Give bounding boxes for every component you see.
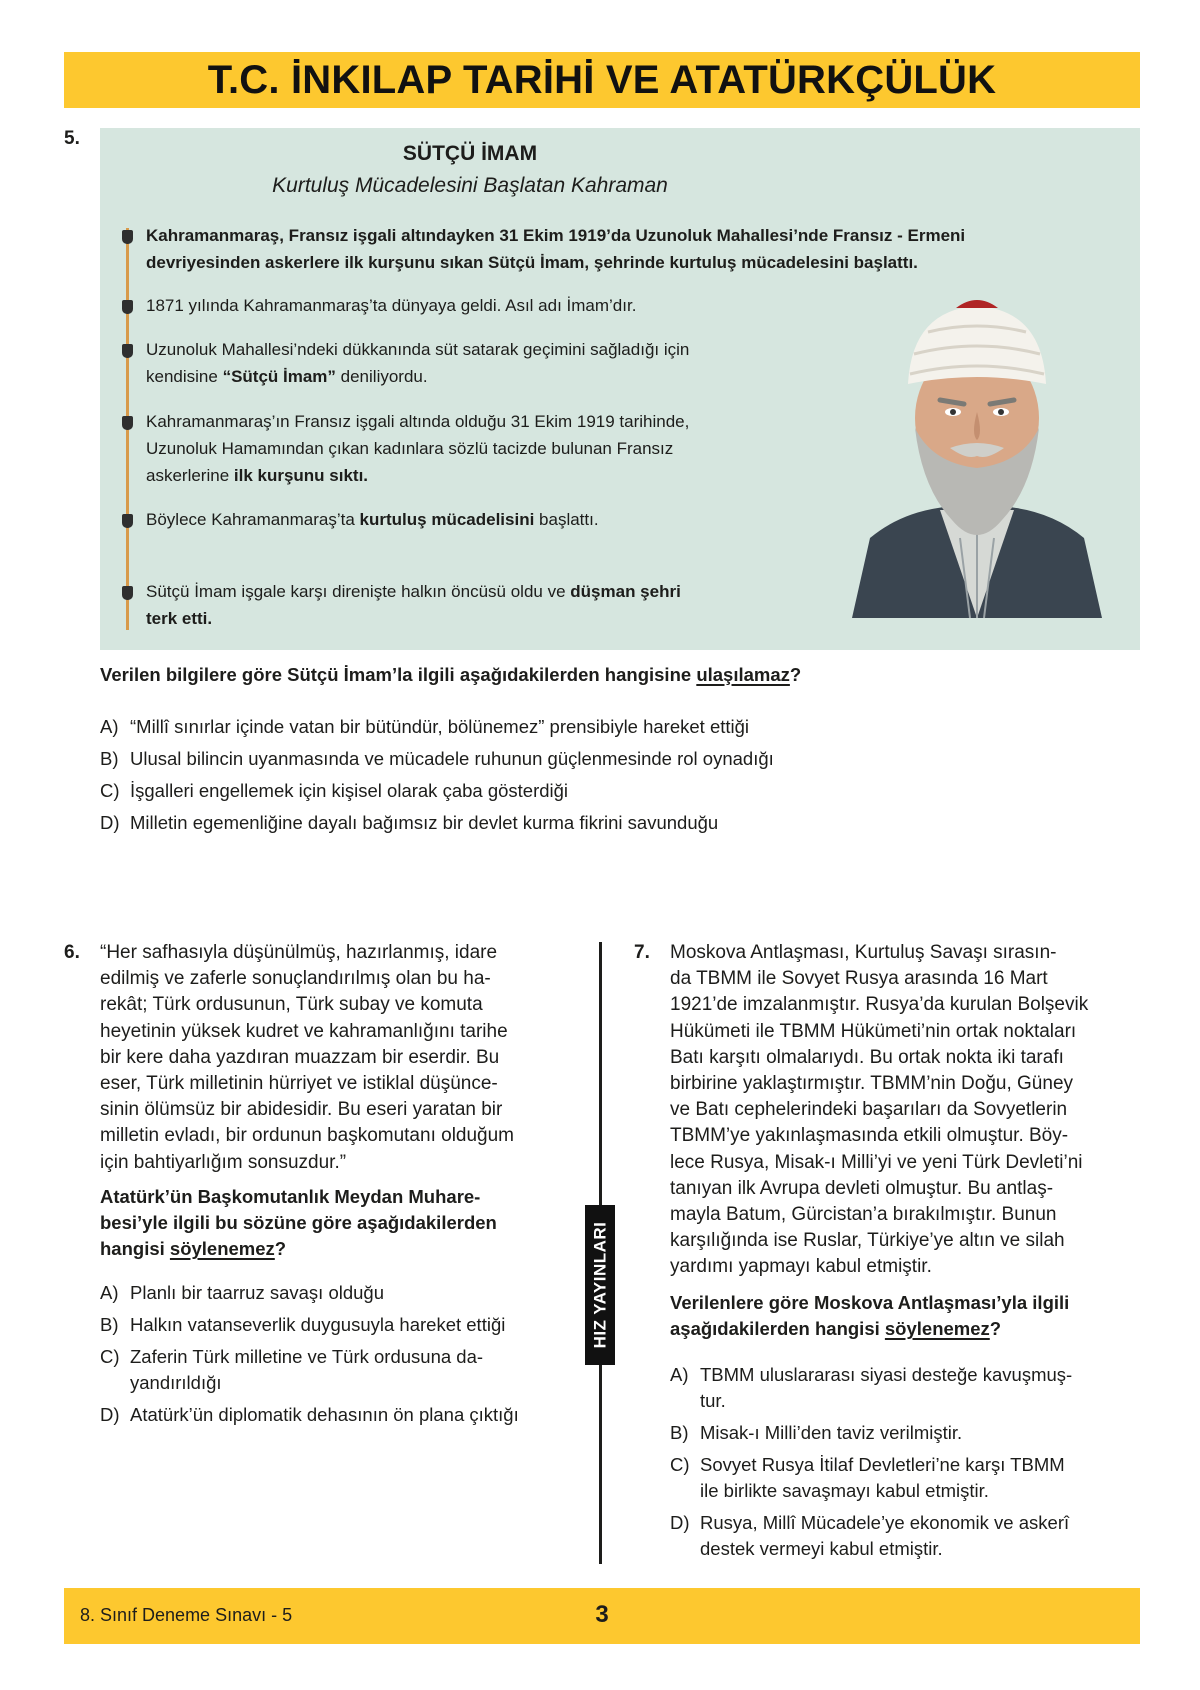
timeline-text: deniliyordu. — [335, 367, 428, 386]
option-letter: A) — [670, 1364, 689, 1385]
publisher-logo — [585, 1205, 615, 1365]
question-6-option-b[interactable] — [100, 1312, 570, 1338]
quote-line: heyetinin yüksek kudret ve kahramanlığını tarihe — [100, 1020, 508, 1042]
option-letter: C) — [670, 1454, 690, 1475]
question-mark: ? — [989, 1318, 1002, 1339]
timeline-item-line — [146, 605, 786, 632]
publisher-logo-text: HIZ YAYINLARI — [590, 1221, 610, 1349]
quote-line: bir kere daha yazdıran muazzam bir eserdir. Bu — [100, 1046, 500, 1068]
option-text-line: Zaferin Türk milletine ve Türk ordusuna da- — [130, 1346, 484, 1367]
question-6-option-c[interactable] — [100, 1344, 570, 1396]
question-6-quote — [100, 940, 570, 1176]
timeline-text: başlattı. — [534, 510, 599, 529]
question-line: Atatürk’ün Başkomutanlık Meydan Muhare- — [100, 1186, 481, 1207]
timeline-item-4 — [146, 408, 786, 489]
timeline-item-5 — [146, 506, 786, 533]
quote-line: rekât; Türk ordusunun, Türk subay ve komuta — [100, 994, 483, 1016]
page-title: T.C. İNKILAP TARİHİ VE ATATÜRKÇÜLÜK — [207, 57, 997, 102]
passage-line: Hükümeti ile TBMM Hükümeti’nin ortak noktaları — [670, 1020, 1077, 1042]
question-underlined-word: ulaşılamaz — [696, 664, 790, 685]
passage-line: Moskova Antlaşması, Kurtuluş Savaşı sırasın- — [670, 942, 1057, 963]
question-7-option-b[interactable] — [670, 1420, 1140, 1446]
passage-line: Batı karşıtı olmalarıydı. Bu ortak nokta iki tarafı — [670, 1046, 1064, 1068]
question-6-stem — [100, 1184, 570, 1262]
question-7-option-a[interactable] — [670, 1362, 1140, 1414]
passage-line: ve Batı cephelerindeki başarıları da Sovyetlerin — [670, 1099, 1068, 1121]
info-box-title: SÜTÇÜ İMAM — [402, 142, 538, 165]
option-letter: D) — [100, 1404, 120, 1425]
option-text: Halkın vatanseverlik duygusuyla hareket ettiği — [130, 1314, 506, 1335]
quote-line: edilmiş ve zaferle sonuçlandırılmış olan bu ha- — [100, 968, 491, 990]
question-mark: ? — [274, 1238, 287, 1259]
question-text: Verilen bilgilere göre Sütçü İmam’la ilgili aşağıdakilerden hangisine — [100, 664, 697, 685]
passage-line: yardımı yapmayı kabul etmiştir. — [670, 1256, 932, 1278]
quote-line: “Her safhasıyla düşünülmüş, hazırlanmış, idare — [100, 942, 498, 963]
question-5-option-c[interactable] — [100, 778, 1000, 804]
timeline-bullet — [122, 344, 133, 358]
quote-line: eser, Türk milletinin hürriyet ve istiklal düşünce- — [100, 1073, 498, 1095]
option-text-line: tur. — [700, 1390, 726, 1411]
question-6-option-d[interactable] — [100, 1402, 570, 1428]
timeline-bold-text: ilk kurşunu sıktı. — [233, 466, 369, 485]
timeline-item-3 — [146, 336, 786, 390]
option-letter: B) — [100, 1314, 119, 1335]
option-text-line: TBMM uluslararası siyasi desteğe kavuşmuş- — [700, 1364, 1073, 1385]
option-letter: D) — [670, 1512, 690, 1533]
timeline-item-line: Uzunoluk Mahallesi’ndeki dükkanında süt satarak geçimini sağladığı için — [146, 340, 690, 359]
option-text: Atatürk’ün diplomatik dehasının ön plana çıktığı — [130, 1404, 519, 1425]
timeline-item-6 — [146, 578, 786, 632]
option-text — [130, 1344, 570, 1396]
question-7-stem — [670, 1290, 1140, 1342]
timeline-bullet — [122, 514, 133, 528]
timeline-text: kendisine — [146, 367, 223, 386]
timeline-item-2: 1871 yılında Kahramanmaraş’ta dünyaya geldi. Asıl adı İmam’dır. — [146, 296, 637, 315]
timeline-bullet — [122, 230, 133, 244]
option-text: İşgalleri engellemek için kişisel olarak çaba gösterdiği — [130, 780, 569, 801]
passage-line: 1921’de imzalanmıştır. Rusya’da kurulan Bolşevik — [670, 994, 1089, 1016]
question-5-option-a[interactable] — [100, 714, 1000, 740]
question-line: besi’yle ilgili bu sözüne göre aşağıdakilerden — [100, 1212, 497, 1233]
timeline-text: Böylece Kahramanmaraş’ta — [146, 510, 360, 529]
option-text — [700, 1510, 1140, 1562]
option-letter: C) — [100, 780, 120, 801]
timeline-bullet — [122, 416, 133, 430]
option-text: Milletin egemenliğine dayalı bağımsız bir devlet kurma fikrini savunduğu — [130, 812, 719, 833]
timeline-item-line: devriyesinden askerlere ilk kurşunu sıkan Sütçü İmam, şehrinde kurtuluş mücadelesini başlattı. — [146, 253, 918, 272]
question-7-passage — [670, 940, 1140, 1281]
page-header — [64, 52, 1140, 108]
option-letter: B) — [670, 1422, 689, 1443]
timeline-bold-text: terk etti. — [146, 609, 213, 628]
info-box-subtitle: Kurtuluş Mücadelesini Başlatan Kahraman — [272, 174, 668, 197]
passage-line: da TBMM ile Sovyet Rusya arasında 16 Mart — [670, 968, 1048, 990]
timeline-item-line: Kahramanmaraş’ın Fransız işgali altında olduğu 31 Ekim 1919 tarihinde, — [146, 412, 690, 431]
question-5-option-d[interactable] — [100, 810, 1000, 836]
question-line — [100, 1236, 570, 1262]
passage-line: karşılığında ise Ruslar, Türkiye’ye altın ve silah — [670, 1230, 1065, 1252]
option-text: Ulusal bilincin uyanmasında ve mücadele ruhunun güçlenmesinde rol oynadığı — [130, 748, 774, 769]
option-letter: B) — [100, 748, 119, 769]
question-7-option-d[interactable] — [670, 1510, 1140, 1562]
option-letter: A) — [100, 1282, 119, 1303]
passage-line: TBMM’ye yakınlaşmasında etkili olmuştur. Böy- — [670, 1125, 1069, 1147]
quote-line: milletin evladı, bir ordunun başkomutanı olduğum — [100, 1125, 515, 1147]
option-text-line: destek vermeyi kabul etmiştir. — [700, 1538, 943, 1559]
option-text: Planlı bir taarruz savaşı olduğu — [130, 1282, 384, 1303]
question-text: aşağıdakilerden hangisi — [670, 1318, 885, 1339]
timeline-bullet — [122, 300, 133, 314]
option-text-line: Sovyet Rusya İtilaf Devletleri’ne karşı TBMM — [700, 1454, 1065, 1475]
question-text: hangisi — [100, 1238, 170, 1259]
option-text — [700, 1452, 1140, 1504]
timeline-bold-text: “Sütçü İmam” — [222, 367, 336, 386]
question-7-option-c[interactable] — [670, 1452, 1140, 1504]
option-text-line: Rusya, Millî Mücadele’ye ekonomik ve askerî — [700, 1512, 1070, 1533]
timeline-item-1 — [146, 222, 1106, 276]
question-line — [670, 1316, 1140, 1342]
option-text: Misak-ı Milli’den taviz verilmiştir. — [700, 1422, 963, 1443]
exam-name: 8. Sınıf Deneme Sınavı - 5 — [80, 1605, 293, 1625]
quote-line: sinin ölümsüz bir abidesidir. Bu eseri yaratan bir — [100, 1099, 503, 1121]
timeline-text: Sütçü İmam işgale karşı direnişte halkın öncüsü oldu ve — [146, 582, 571, 601]
passage-line: lece Rusya, Misak-ı Milli’yi ve yeni Türk Devleti’ni — [670, 1151, 1083, 1173]
question-6-option-a[interactable] — [100, 1280, 570, 1306]
timeline-bold-text: düşman şehri — [570, 582, 681, 601]
option-text — [700, 1362, 1140, 1414]
passage-line: tanıyan ilk Avrupa devleti olmuştur. Bu antlaş- — [670, 1177, 1054, 1199]
question-underlined-word: söylenemez — [884, 1318, 990, 1339]
option-text-line: ile birlikte savaşmayı kabul etmiştir. — [700, 1480, 989, 1501]
timeline-text: askerlerine — [146, 466, 234, 485]
question-5-number: 5. — [64, 128, 80, 149]
timeline-item-line — [146, 363, 786, 390]
page-footer — [64, 1588, 1140, 1644]
option-letter: C) — [100, 1346, 120, 1367]
timeline-item-line — [146, 578, 786, 605]
question-7-number: 7. — [634, 942, 650, 963]
question-mark: ? — [789, 664, 802, 685]
question-underlined-word: söylenemez — [169, 1238, 275, 1259]
question-5-stem — [100, 662, 801, 688]
option-letter: D) — [100, 812, 120, 833]
timeline-bold-text: kurtuluş mücadelisini — [359, 510, 535, 529]
timeline-item-line: Uzunoluk Hamamından çıkan kadınlara sözlü tacizde bulunan Fransız — [146, 439, 674, 458]
info-box — [100, 128, 1140, 650]
timeline-bullet — [122, 586, 133, 600]
question-5-option-b[interactable] — [100, 746, 1000, 772]
timeline-item-line: Kahramanmaraş, Fransız işgali altındayken 31 Ekim 1919’da Uzunoluk Mahallesi’nde Fransız - Ermeni — [146, 226, 966, 245]
page-number: 3 — [595, 1601, 609, 1628]
passage-line: birbirine yaklaştırmıştır. TBMM’nin Doğu, Güney — [670, 1073, 1074, 1095]
timeline-item-line — [146, 462, 786, 489]
option-letter: A) — [100, 716, 119, 737]
sutcu-imam-portrait — [852, 288, 1102, 618]
question-line: Verilenlere göre Moskova Antlaşması’yla ilgili — [670, 1292, 1070, 1313]
question-6-number: 6. — [64, 942, 80, 963]
passage-line: mayla Batum, Gürcistan’a bırakılmıştır. Bunun — [670, 1204, 1057, 1226]
quote-line: için bahtiyarlığım sonsuzdur.” — [100, 1151, 347, 1173]
option-text-line: yandırıldığı — [130, 1372, 222, 1393]
option-text: “Millî sınırlar içinde vatan bir bütündür, bölünemez” prensibiyle hareket ettiği — [130, 716, 750, 737]
